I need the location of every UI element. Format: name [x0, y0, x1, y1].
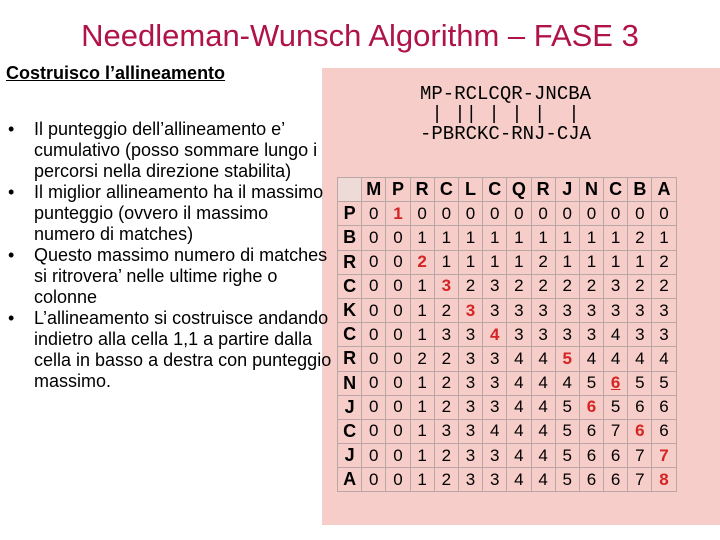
- matrix-cell: 1: [531, 226, 555, 250]
- matrix-cell-path: 6: [579, 395, 603, 419]
- matrix-row: [338, 323, 677, 347]
- matrix-cell: 2: [434, 298, 458, 322]
- matrix-cell: 2: [434, 444, 458, 468]
- matrix-cell: 5: [555, 468, 579, 492]
- matrix-cell: 1: [507, 250, 531, 274]
- matrix-cell: 3: [579, 323, 603, 347]
- matrix-cell: 1: [483, 250, 507, 274]
- matrix-cell: 0: [555, 202, 579, 226]
- matrix-row-header: R: [338, 347, 362, 371]
- matrix-cell: 5: [628, 371, 652, 395]
- matrix-cell: 1: [410, 395, 434, 419]
- matrix-cell: 3: [483, 468, 507, 492]
- matrix-cell: 0: [434, 202, 458, 226]
- matrix-cell: 0: [579, 202, 603, 226]
- matrix-cell: 3: [531, 323, 555, 347]
- bullet-icon: •: [8, 182, 15, 202]
- matrix-cell: 3: [628, 298, 652, 322]
- matrix-cell: 1: [434, 250, 458, 274]
- matrix-row: [338, 274, 677, 298]
- slide-title: Needleman-Wunsch Algorithm – FASE 3: [81, 18, 639, 53]
- matrix-row-header: C: [338, 419, 362, 443]
- matrix-cell: 2: [652, 274, 676, 298]
- matrix-cell: 3: [483, 274, 507, 298]
- matrix-cell: 0: [362, 250, 386, 274]
- matrix-cell-path: 5: [555, 347, 579, 371]
- matrix-row-header: J: [338, 444, 362, 468]
- matrix-cell: 0: [386, 371, 410, 395]
- matrix-col-header: Q: [507, 178, 531, 202]
- matrix-cell: 0: [362, 444, 386, 468]
- matrix-cell: 4: [555, 371, 579, 395]
- matrix-cell: 6: [652, 395, 676, 419]
- matrix-cell: 1: [604, 226, 628, 250]
- matrix-row: [338, 444, 677, 468]
- matrix-col-header: M: [362, 178, 386, 202]
- matrix-cell: 0: [362, 298, 386, 322]
- matrix-cell: 0: [386, 419, 410, 443]
- matrix-row-header: K: [338, 298, 362, 322]
- matrix-cell: 6: [604, 444, 628, 468]
- matrix-cell: 0: [531, 202, 555, 226]
- matrix-cell: 3: [531, 298, 555, 322]
- matrix-cell: 3: [483, 371, 507, 395]
- matrix-cell: 0: [386, 274, 410, 298]
- matrix-cell: 5: [604, 395, 628, 419]
- matrix-cell: 3: [458, 419, 482, 443]
- bullet-icon: •: [8, 119, 15, 139]
- bullet-list: [8, 119, 334, 392]
- matrix-row: [338, 298, 677, 322]
- matrix-col-header: L: [458, 178, 482, 202]
- matrix-cell: 0: [652, 202, 676, 226]
- matrix-cell: 7: [604, 419, 628, 443]
- matrix-cell: 0: [362, 226, 386, 250]
- matrix-cell: 2: [531, 274, 555, 298]
- matrix-cell: 2: [458, 274, 482, 298]
- matrix-cell: 3: [458, 468, 482, 492]
- matrix-cell: 4: [579, 347, 603, 371]
- matrix-cell: 1: [410, 468, 434, 492]
- matrix-cell: 0: [458, 202, 482, 226]
- matrix-cell: 4: [483, 419, 507, 443]
- matrix-cell: 0: [362, 468, 386, 492]
- matrix-cell: 5: [652, 371, 676, 395]
- matrix-cell: 0: [362, 395, 386, 419]
- matrix-cell: 7: [628, 444, 652, 468]
- matrix-cell: 1: [604, 250, 628, 274]
- matrix-cell: 3: [483, 444, 507, 468]
- matrix-cell: 4: [531, 395, 555, 419]
- matrix-cell: 2: [434, 468, 458, 492]
- matrix-cell: 1: [410, 298, 434, 322]
- matrix-cell: 5: [555, 419, 579, 443]
- matrix-cell: 0: [362, 371, 386, 395]
- matrix-cell: 0: [362, 419, 386, 443]
- matrix-cell: 2: [434, 347, 458, 371]
- matrix-cell: 4: [531, 347, 555, 371]
- matrix-row-header: B: [338, 226, 362, 250]
- matrix-cell: 0: [386, 444, 410, 468]
- matrix-cell: 6: [652, 419, 676, 443]
- matrix-cell: 1: [507, 226, 531, 250]
- matrix-cell: 1: [410, 323, 434, 347]
- matrix-cell: 3: [507, 298, 531, 322]
- matrix-cell-path: 6: [604, 371, 628, 395]
- matrix-cell: 0: [386, 250, 410, 274]
- matrix-cell: 4: [531, 371, 555, 395]
- alignment-line-top: MP-RCLCQR-JNCBA: [420, 83, 592, 105]
- bullet-item: • Questo massimo numero di matches si ritrovera’ nelle ultime righe o colonne: [8, 245, 328, 307]
- matrix-cell: 0: [386, 347, 410, 371]
- matrix-cell: 1: [555, 226, 579, 250]
- matrix-cell: 4: [604, 323, 628, 347]
- matrix-cell: 6: [579, 444, 603, 468]
- matrix-cell: 3: [434, 419, 458, 443]
- matrix-cell: 1: [410, 226, 434, 250]
- matrix-cell: 1: [458, 250, 482, 274]
- matrix-cell: 0: [362, 323, 386, 347]
- matrix-col-header: P: [386, 178, 410, 202]
- matrix-cell-path: 1: [386, 202, 410, 226]
- bullet-item: • Il punteggio dell’allineamento e’ cumulativo (posso sommare lungo i percorsi nella direzione stabilita): [8, 119, 318, 181]
- bullet-icon: •: [8, 245, 15, 265]
- matrix-cell: 3: [579, 298, 603, 322]
- matrix-cell: 1: [652, 226, 676, 250]
- matrix-col-header: A: [652, 178, 676, 202]
- matrix-cell: 0: [386, 395, 410, 419]
- matrix-cell: 4: [531, 419, 555, 443]
- matrix-row: [338, 202, 677, 226]
- matrix-cell: 4: [531, 444, 555, 468]
- matrix-cell: 7: [628, 468, 652, 492]
- matrix-cell: 1: [410, 274, 434, 298]
- matrix-cell-path: 8: [652, 468, 676, 492]
- matrix-cell: 1: [458, 226, 482, 250]
- matrix-cell: 3: [507, 323, 531, 347]
- matrix-cell: 2: [555, 274, 579, 298]
- matrix-col-header: C: [483, 178, 507, 202]
- matrix-cell: 3: [458, 371, 482, 395]
- bullet-icon: •: [8, 308, 15, 328]
- matrix-cell: 3: [628, 323, 652, 347]
- matrix-cell: 4: [507, 395, 531, 419]
- matrix-cell: 5: [555, 395, 579, 419]
- matrix-row: [338, 250, 677, 274]
- matrix-cell-path: 7: [652, 444, 676, 468]
- matrix-cell: 4: [507, 468, 531, 492]
- bullet-item: • Il miglior allineamento ha il massimo punteggio (ovvero il massimo numero di matches): [8, 182, 324, 244]
- matrix-row-header: C: [338, 323, 362, 347]
- matrix-cell: 3: [483, 298, 507, 322]
- matrix-cell: 3: [458, 395, 482, 419]
- matrix-row: [338, 347, 677, 371]
- matrix-cell: 5: [579, 371, 603, 395]
- alignment-block: [322, 84, 720, 144]
- matrix-cell: 0: [604, 202, 628, 226]
- matrix-col-header: J: [555, 178, 579, 202]
- matrix-cell: 4: [507, 347, 531, 371]
- matrix-row-header: J: [338, 395, 362, 419]
- matrix-cell: 0: [507, 202, 531, 226]
- bullet-item: • L’allineamento si costruisce andando indietro alla cella 1,1 a partire dalla cella in basso a destra con punteggio massimo.: [8, 308, 332, 391]
- alignment-line-bottom: -PBRCKC-RNJ-CJA: [420, 123, 592, 145]
- matrix-cell: 2: [579, 274, 603, 298]
- matrix-row-header: N: [338, 371, 362, 395]
- matrix-cell: 6: [604, 468, 628, 492]
- matrix-cell: 3: [483, 347, 507, 371]
- matrix-cell: 3: [483, 395, 507, 419]
- matrix-cell: 1: [434, 226, 458, 250]
- matrix-cell: 4: [531, 468, 555, 492]
- matrix-col-header: R: [531, 178, 555, 202]
- matrix-cell-path: 3: [458, 298, 482, 322]
- matrix-cell: 2: [410, 347, 434, 371]
- matrix-cell: 0: [386, 298, 410, 322]
- matrix-col-header: C: [604, 178, 628, 202]
- matrix-cell: 0: [386, 468, 410, 492]
- matrix-row: [338, 226, 677, 250]
- matrix-col-header: N: [579, 178, 603, 202]
- matrix-cell: 6: [628, 395, 652, 419]
- matrix-cell: 1: [410, 444, 434, 468]
- matrix-cell: 3: [652, 298, 676, 322]
- matrix-cell: 3: [555, 323, 579, 347]
- matrix-row: [338, 468, 677, 492]
- matrix-cell: 4: [604, 347, 628, 371]
- matrix-cell: 2: [652, 250, 676, 274]
- matrix-cell: 3: [458, 444, 482, 468]
- matrix-cell: 6: [579, 419, 603, 443]
- matrix-cell: 2: [434, 395, 458, 419]
- matrix-cell: 0: [386, 226, 410, 250]
- score-matrix-table: [337, 177, 677, 492]
- score-matrix: [337, 177, 677, 492]
- matrix-cell: 1: [555, 250, 579, 274]
- matrix-cell: 1: [579, 250, 603, 274]
- matrix-cell-path: 6: [628, 419, 652, 443]
- matrix-row-header: C: [338, 274, 362, 298]
- matrix-cell: 1: [483, 226, 507, 250]
- matrix-cell: 0: [628, 202, 652, 226]
- matrix-row-header: A: [338, 468, 362, 492]
- matrix-cell: 0: [362, 274, 386, 298]
- matrix-cell-path: 4: [483, 323, 507, 347]
- slide-subtitle: Costruisco l’allineamento: [6, 63, 226, 83]
- matrix-row: [338, 419, 677, 443]
- matrix-header-row: [338, 178, 677, 202]
- matrix-col-header: C: [434, 178, 458, 202]
- matrix-cell: 5: [555, 444, 579, 468]
- matrix-cell: 0: [483, 202, 507, 226]
- matrix-cell: 2: [628, 274, 652, 298]
- matrix-cell-path: 3: [434, 274, 458, 298]
- matrix-row: [338, 395, 677, 419]
- alignment-match-bars: | || | | | |: [420, 103, 580, 125]
- matrix-cell: 1: [410, 371, 434, 395]
- matrix-cell: 3: [652, 323, 676, 347]
- matrix-cell: 3: [604, 298, 628, 322]
- matrix-cell-path: 2: [410, 250, 434, 274]
- matrix-cell: 6: [579, 468, 603, 492]
- matrix-cell: 2: [434, 371, 458, 395]
- matrix-cell: 1: [579, 226, 603, 250]
- matrix-cell: 4: [507, 371, 531, 395]
- matrix-cell: 0: [362, 347, 386, 371]
- matrix-cell: 1: [628, 250, 652, 274]
- matrix-corner-cell: [338, 178, 362, 202]
- matrix-row: [338, 371, 677, 395]
- matrix-cell: 1: [410, 419, 434, 443]
- matrix-cell: 3: [604, 274, 628, 298]
- matrix-cell: 0: [410, 202, 434, 226]
- matrix-cell: 3: [555, 298, 579, 322]
- matrix-cell: 2: [628, 226, 652, 250]
- matrix-cell: 4: [507, 419, 531, 443]
- matrix-col-header: B: [628, 178, 652, 202]
- matrix-cell: 2: [507, 274, 531, 298]
- matrix-cell: 3: [434, 323, 458, 347]
- matrix-row-header: P: [338, 202, 362, 226]
- matrix-cell: 0: [386, 323, 410, 347]
- matrix-cell: 3: [458, 323, 482, 347]
- matrix-cell: 3: [458, 347, 482, 371]
- matrix-cell: 0: [362, 202, 386, 226]
- matrix-col-header: R: [410, 178, 434, 202]
- matrix-cell: 2: [531, 250, 555, 274]
- matrix-cell: 4: [652, 347, 676, 371]
- matrix-row-header: R: [338, 250, 362, 274]
- matrix-cell: 4: [628, 347, 652, 371]
- matrix-cell: 4: [507, 444, 531, 468]
